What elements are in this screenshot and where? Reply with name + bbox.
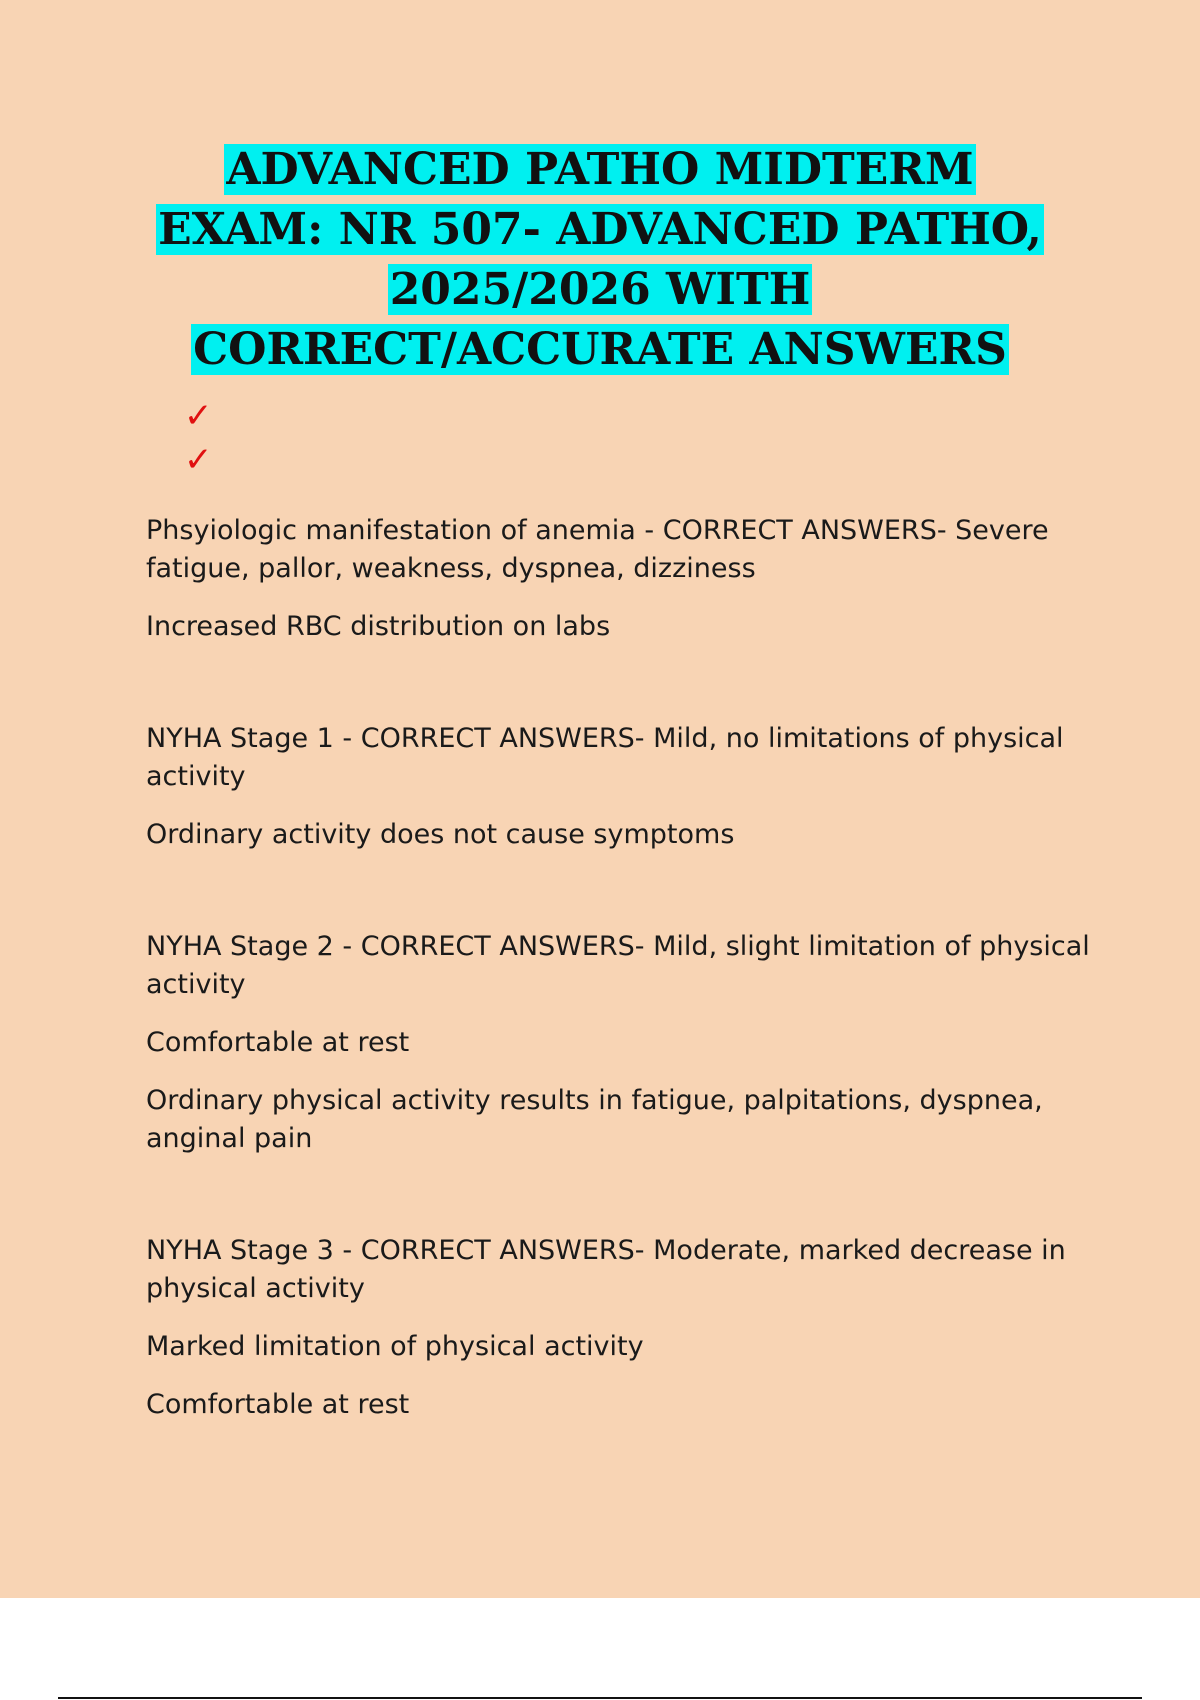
qa-question: NYHA Stage 2 - CORRECT ANSWERS- Mild, slight limitation of physical activity	[146, 931, 1090, 1000]
qa-question: NYHA Stage 3 - CORRECT ANSWERS- Moderate, marked decrease in physical activity	[146, 1235, 1066, 1304]
qa-item	[146, 928, 1096, 1158]
qa-detail: Ordinary physical activity results in fatigue, palpitations, dyspnea, anginal pain	[146, 1085, 1043, 1154]
title-line: CORRECT/ACCURATE ANSWERS	[193, 324, 1007, 375]
checkmark-list	[184, 394, 213, 482]
qa-detail: Comfortable at rest	[146, 1027, 410, 1058]
qa-detail: Comfortable at rest	[146, 1389, 410, 1420]
title-line: 2025/2026 WITH	[389, 264, 811, 315]
qa-item	[146, 1232, 1096, 1424]
document-title	[100, 140, 1100, 380]
qa-item	[146, 720, 1096, 854]
qa-detail: Increased RBC distribution on labs	[146, 611, 611, 642]
qa-item	[146, 512, 1096, 646]
checkmark-icon: ✓	[184, 440, 213, 480]
qa-question: Phsyiologic manifestation of anemia - CORRECT ANSWERS- Severe fatigue, pallor, weakness, dyspnea, dizziness	[146, 515, 1049, 584]
checkmark-icon: ✓	[184, 396, 213, 436]
footer-divider	[58, 1697, 1142, 1699]
qa-content	[146, 512, 1096, 1444]
qa-question: NYHA Stage 1 - CORRECT ANSWERS- Mild, no limitations of physical activity	[146, 723, 1064, 792]
title-line: EXAM: NR 507- ADVANCED PATHO,	[158, 204, 1042, 255]
qa-detail: Marked limitation of physical activity	[146, 1331, 644, 1362]
qa-detail: Ordinary activity does not cause symptoms	[146, 819, 735, 850]
title-line: ADVANCED PATHO MIDTERM	[226, 144, 974, 195]
